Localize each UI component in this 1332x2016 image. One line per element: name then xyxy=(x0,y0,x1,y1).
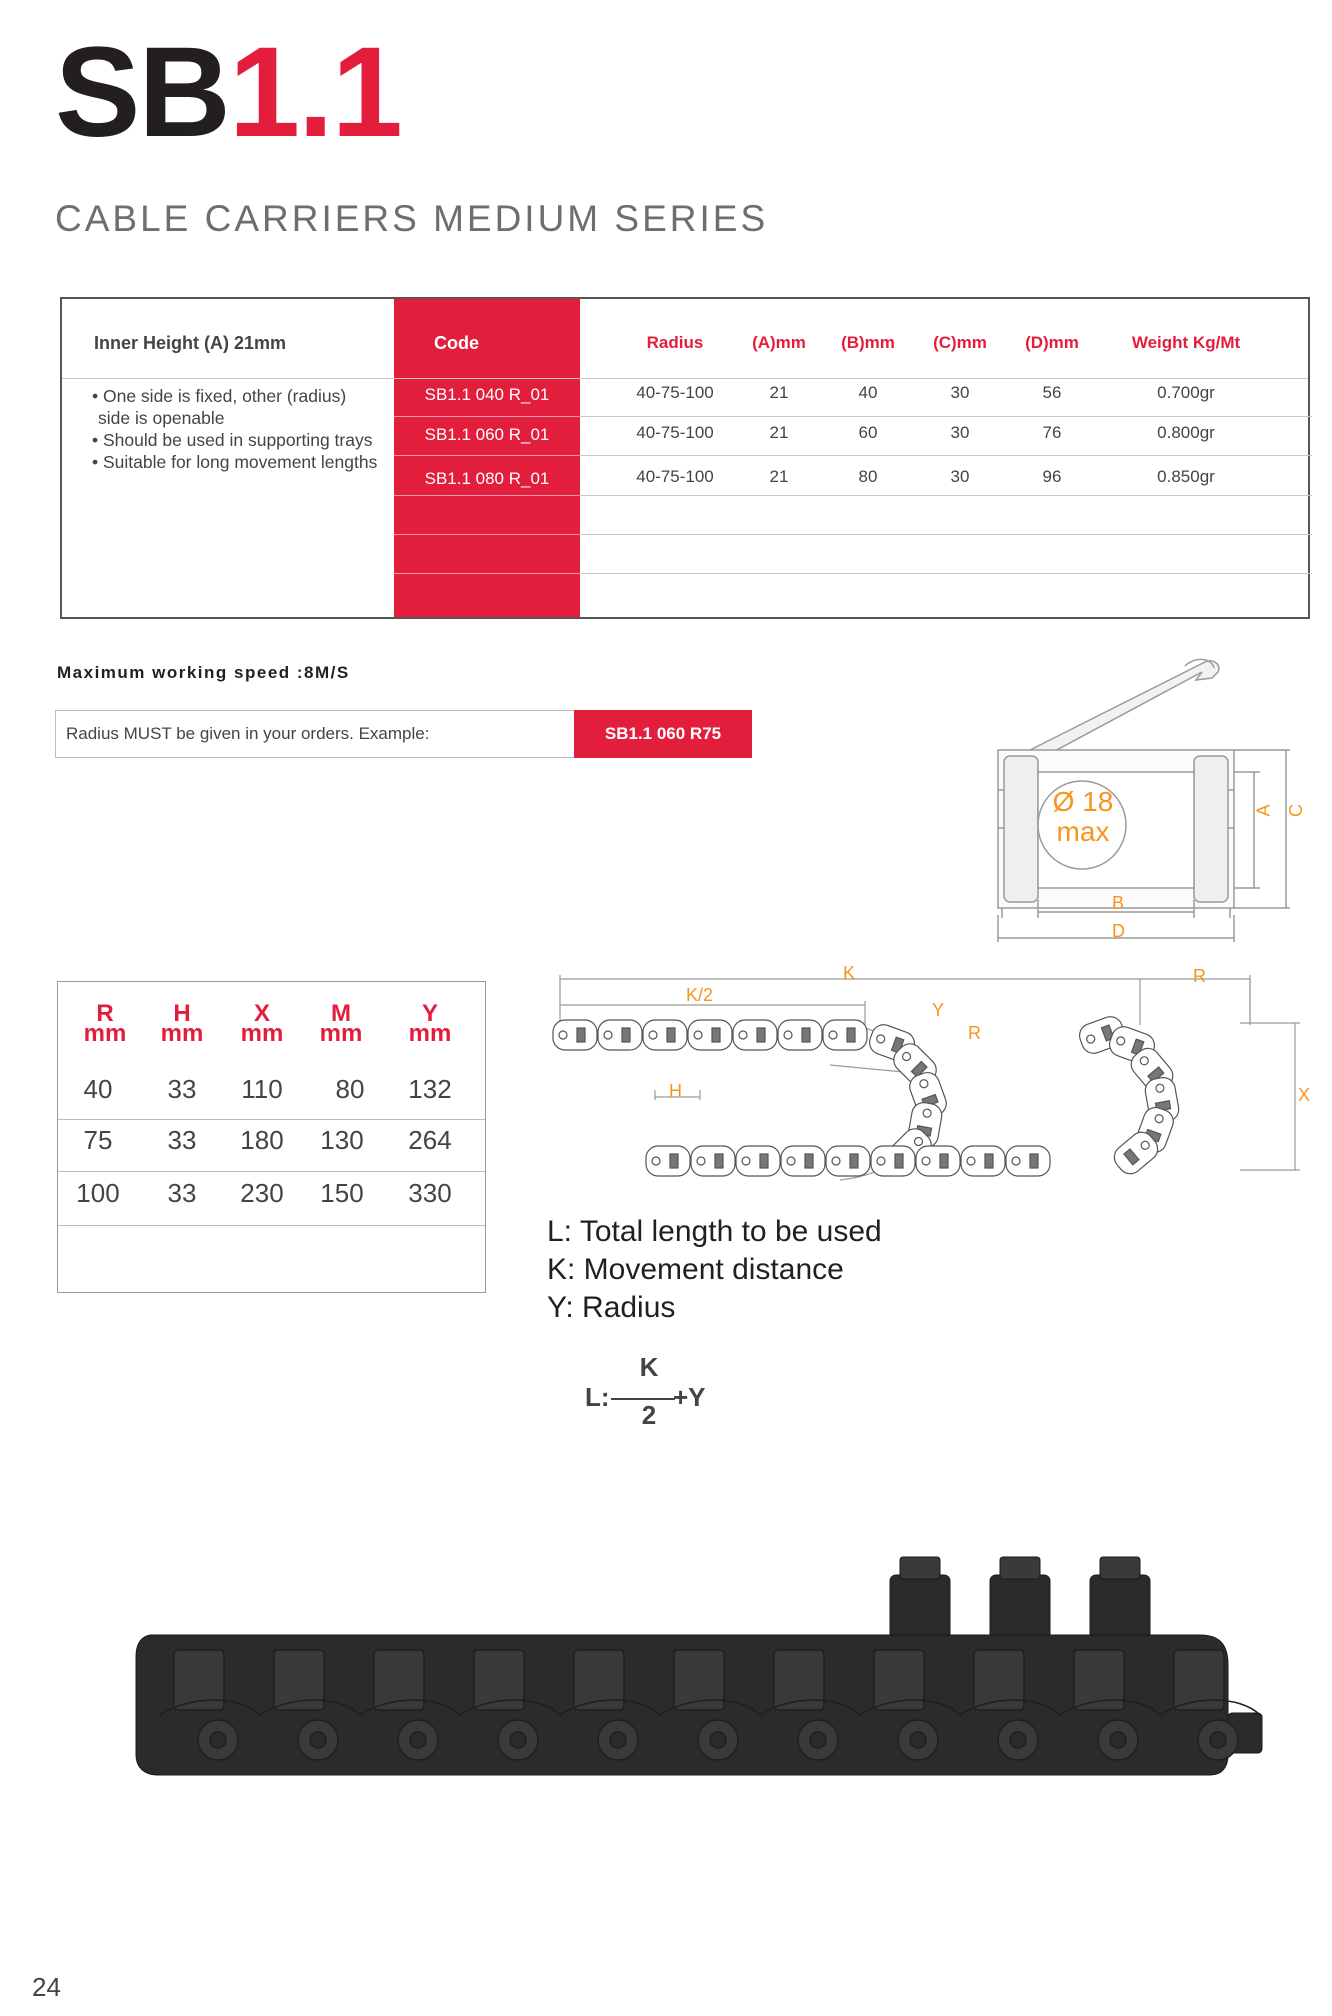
chain-link xyxy=(553,1020,597,1050)
label-r: R xyxy=(968,1023,981,1043)
row-divider xyxy=(580,573,1312,574)
table-cell: 0.700gr xyxy=(1157,383,1215,402)
code-row-divider xyxy=(394,573,580,574)
formula-plus-y: +Y xyxy=(673,1382,706,1412)
table-cell: 0.800gr xyxy=(1157,423,1215,442)
chain-link xyxy=(643,1020,687,1050)
chain-link xyxy=(691,1146,735,1176)
label-k-half: K/2 xyxy=(686,985,714,1005)
spec-table xyxy=(60,297,1310,619)
feature-item: side is openable xyxy=(98,408,225,428)
order-example-box xyxy=(55,710,752,758)
table-cell: 33 xyxy=(167,1074,197,1104)
table-cell: 40-75-100 xyxy=(636,423,714,442)
header-divider xyxy=(62,378,1308,379)
page-number: 24 xyxy=(32,1972,61,2002)
chain-link xyxy=(823,1020,867,1050)
formula-l: L: xyxy=(585,1382,610,1412)
table-cell: 40-75-100 xyxy=(636,383,714,402)
table-cell: 180 xyxy=(240,1125,284,1155)
chain-link xyxy=(688,1020,732,1050)
table-cell: 40-75-100 xyxy=(636,467,714,486)
column-header-h: H mm xyxy=(160,1000,204,1047)
max-working-speed: Maximum working speed :8M/S xyxy=(57,663,350,682)
chain-link xyxy=(646,1146,690,1176)
row-divider xyxy=(58,1225,485,1226)
page-title xyxy=(55,18,401,168)
product-photo xyxy=(130,1545,1270,1815)
table-cell: 0.850gr xyxy=(1157,467,1215,486)
column-header-x: X mm xyxy=(240,1000,284,1047)
table-cell: 33 xyxy=(167,1125,197,1155)
title-prefix: SB xyxy=(55,21,229,164)
feature-list xyxy=(92,385,377,473)
order-example-code: SB1.1 060 R75 xyxy=(574,710,752,758)
dim-label-c: C xyxy=(1286,804,1306,817)
row-divider xyxy=(580,534,1312,535)
code-header: Code xyxy=(434,333,479,353)
chain-layout-diagram xyxy=(540,965,1320,1195)
diameter-max-label: max xyxy=(1056,816,1110,847)
table-cell: 75 xyxy=(83,1125,113,1155)
dim-label-b: B xyxy=(1112,893,1125,913)
row-divider xyxy=(580,455,1312,456)
inner-height-label: Inner Height (A) 21mm xyxy=(94,333,287,353)
chain-link xyxy=(961,1146,1005,1176)
formula-numerator: K xyxy=(639,1352,659,1382)
title-model-number: 1.1 xyxy=(228,21,401,164)
table-cell: 56 xyxy=(1042,383,1062,402)
table-cell: 100 xyxy=(76,1178,120,1208)
label-h: H xyxy=(669,1081,682,1101)
column-header-d: (D)mm xyxy=(1025,333,1079,352)
column-header-m: M mm xyxy=(319,1000,363,1047)
product-code: SB1.1 040 R_01 xyxy=(424,385,550,404)
diameter-value: Ø 18 xyxy=(1052,786,1114,817)
diameter-callout xyxy=(1038,787,1128,847)
code-row-divider xyxy=(394,534,580,535)
table-cell: 132 xyxy=(408,1074,452,1104)
table-cell: 40 xyxy=(858,383,878,402)
chain-link xyxy=(598,1020,642,1050)
table-cell: 96 xyxy=(1042,467,1062,486)
table-cell: 264 xyxy=(408,1125,452,1155)
label-r-right: R xyxy=(1193,966,1206,986)
row-divider xyxy=(58,1119,485,1120)
table-cell: 150 xyxy=(320,1178,364,1208)
table-cell: 230 xyxy=(240,1178,284,1208)
code-row-divider xyxy=(394,495,580,496)
page-subtitle: CABLE CARRIERS MEDIUM SERIES xyxy=(55,198,769,239)
column-header-y: Y mm xyxy=(408,1000,452,1047)
chain-link xyxy=(1006,1146,1050,1176)
code-row-divider xyxy=(394,455,580,456)
chain-link xyxy=(781,1146,825,1176)
dim-label-a: A xyxy=(1253,804,1274,817)
row-divider xyxy=(580,416,1312,417)
label-k: K xyxy=(843,963,856,983)
product-code: SB1.1 060 R_01 xyxy=(424,425,550,444)
label-x: X xyxy=(1298,1085,1311,1105)
table-cell: 21 xyxy=(769,467,789,486)
chain-link xyxy=(871,1146,915,1176)
table-cell: 30 xyxy=(950,467,970,486)
table-cell: 30 xyxy=(950,383,970,402)
table-cell: 40 xyxy=(83,1074,113,1104)
label-y: Y xyxy=(932,1000,945,1020)
chain-link xyxy=(916,1146,960,1176)
column-header-weight: Weight Kg/Mt xyxy=(1131,333,1241,352)
table-cell: 80 xyxy=(858,467,878,486)
order-example-text: Radius MUST be given in your orders. Example: xyxy=(66,724,430,743)
dimension-table xyxy=(57,981,486,1293)
table-cell: 110 xyxy=(241,1074,283,1104)
feature-item: • One side is fixed, other (radius) xyxy=(92,386,347,406)
table-cell: 76 xyxy=(1042,423,1062,442)
chain-link xyxy=(733,1020,777,1050)
legend xyxy=(547,1213,882,1327)
table-cell: 21 xyxy=(769,383,789,402)
chain-link xyxy=(736,1146,780,1176)
column-header-c: (C)mm xyxy=(933,333,987,352)
table-cell: 21 xyxy=(769,423,789,442)
column-header-b: (B)mm xyxy=(841,333,895,352)
product-code: SB1.1 080 R_01 xyxy=(424,469,550,488)
dim-label-d: D xyxy=(1112,921,1125,941)
legend-item: Y: Radius xyxy=(547,1291,676,1324)
table-cell: 130 xyxy=(320,1125,364,1155)
column-header-a: (A)mm xyxy=(752,333,806,352)
formula-denominator: 2 xyxy=(641,1400,657,1430)
row-divider xyxy=(580,495,1312,496)
feature-item: • Should be used in supporting trays xyxy=(92,430,373,450)
row-divider xyxy=(58,1171,485,1172)
table-cell: 33 xyxy=(167,1178,197,1208)
code-column-background xyxy=(394,299,580,617)
chain-link xyxy=(778,1020,822,1050)
column-header-radius: Radius xyxy=(646,333,704,352)
code-row-divider xyxy=(394,416,580,417)
legend-item: L: Total length to be used xyxy=(547,1215,882,1248)
table-cell: 60 xyxy=(858,423,878,442)
column-header-r: R mm xyxy=(83,1000,127,1047)
chain-link xyxy=(826,1146,870,1176)
table-cell: 80 xyxy=(335,1074,365,1104)
table-cell: 330 xyxy=(408,1178,452,1208)
legend-item: K: Movement distance xyxy=(547,1253,844,1286)
table-cell: 30 xyxy=(950,423,970,442)
feature-item: • Suitable for long movement lengths xyxy=(92,452,378,472)
